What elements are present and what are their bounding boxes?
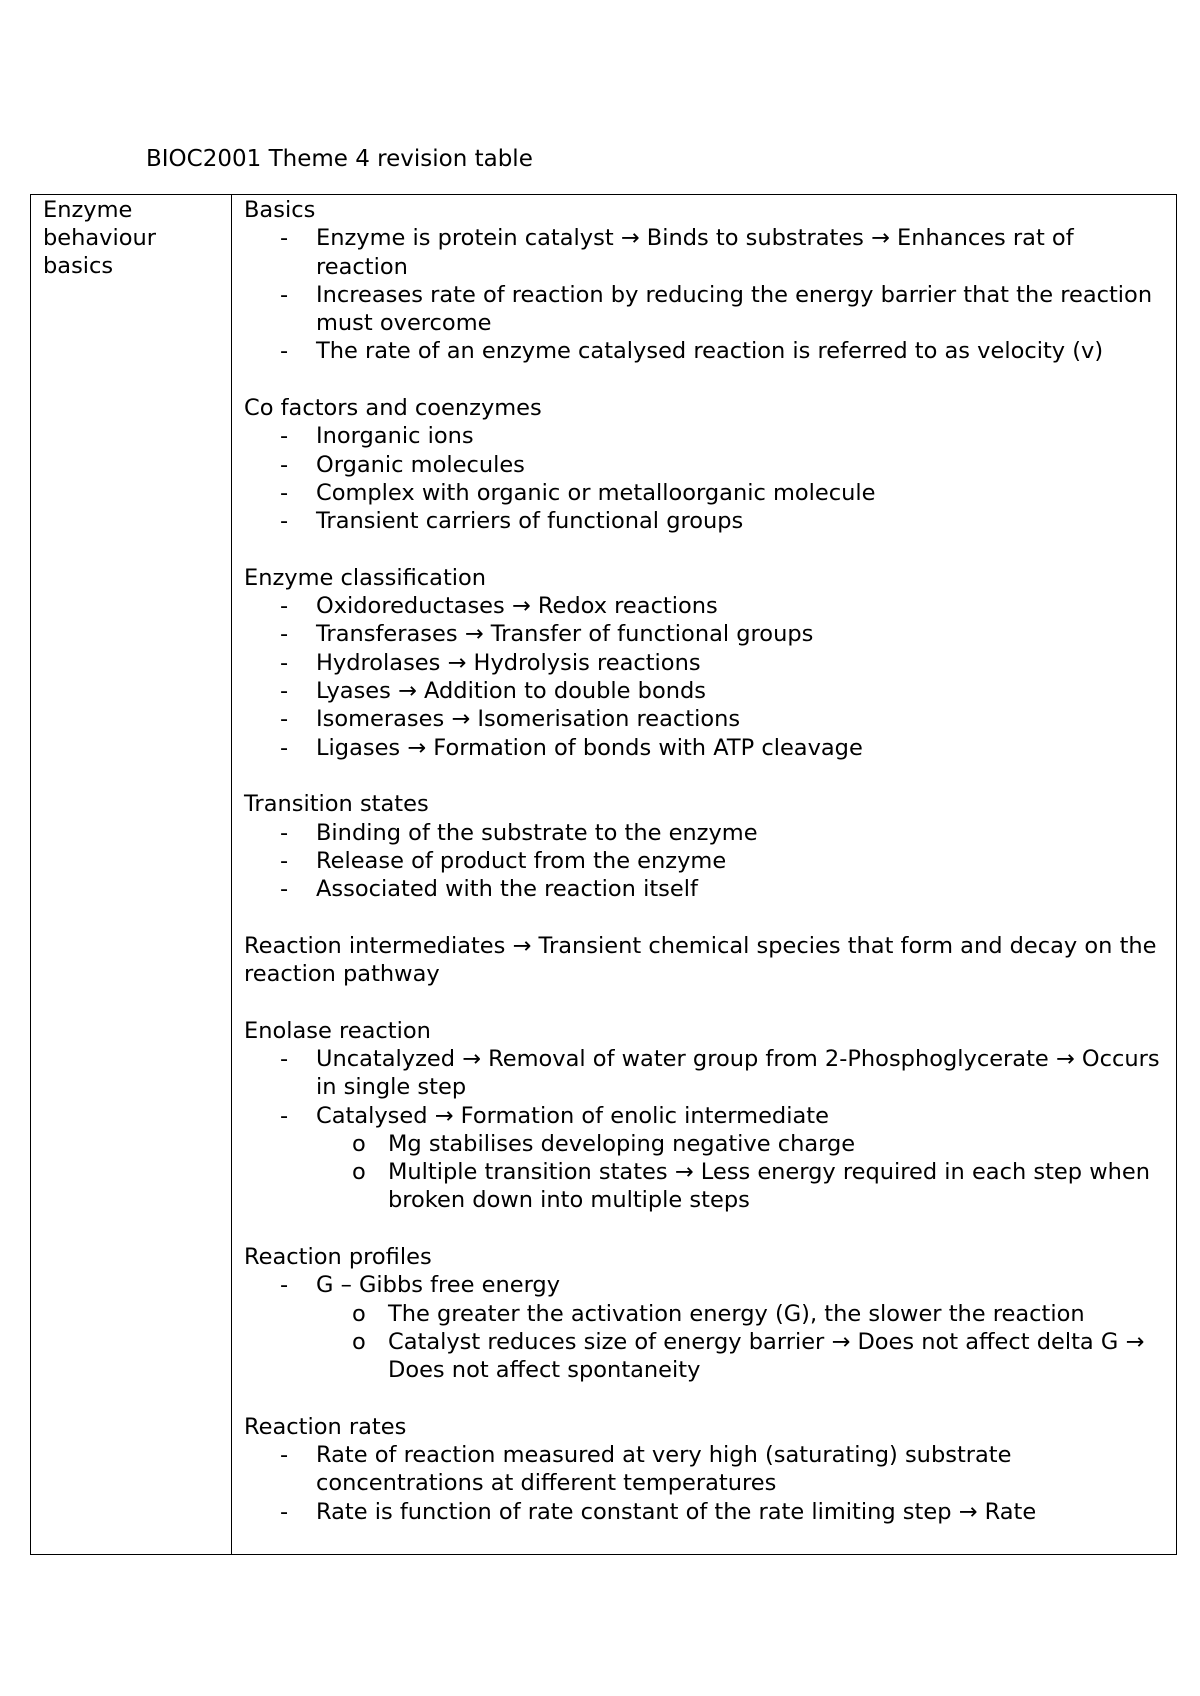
- list-item-text: Inorganic ions: [316, 423, 474, 450]
- section-heading: Basics: [244, 197, 316, 223]
- sub-list-item: o The greater the activation energy (G), the slower the reaction: [316, 1300, 1164, 1328]
- document-title: BIOC2001 Theme 4 revision table: [146, 146, 533, 172]
- list-item-text: Organic molecules: [316, 451, 525, 478]
- section-heading: Reaction rates: [244, 1413, 407, 1440]
- bullet-list: [244, 1045, 1164, 1215]
- list-item-text: Associated with the reaction itself: [316, 876, 698, 903]
- bullet-list: [244, 224, 1164, 365]
- section-heading: Transition states: [244, 791, 429, 818]
- list-item-text: Binding of the substrate to the enzyme: [316, 819, 758, 846]
- notes-section: [244, 1243, 1164, 1384]
- bullet-list: [244, 819, 1164, 904]
- list-item-text: Transient carriers of functional groups: [316, 508, 744, 535]
- notes-section: [244, 196, 1164, 366]
- list-item: [244, 620, 1164, 648]
- list-item: [244, 819, 1164, 847]
- sub-bullet-list: [316, 1130, 1164, 1215]
- list-item: [244, 337, 1164, 365]
- list-item-text: Enzyme is protein catalyst → Binds to substrates → Enhances rat of reaction: [316, 225, 1074, 280]
- section-heading: Reaction profiles: [244, 1243, 432, 1270]
- section-heading: Co factors and coenzymes: [244, 395, 542, 422]
- sub-list-item: o Multiple transition states → Less energy required in each step when broken down into multiple steps: [316, 1158, 1164, 1215]
- list-item-text: G – Gibbs free energy: [316, 1272, 561, 1299]
- list-item: [244, 451, 1164, 479]
- list-item-text: Increases rate of reaction by reducing the energy barrier that the reaction must overcome: [316, 281, 1153, 337]
- bullet-list: [244, 592, 1164, 762]
- list-item: [244, 224, 1164, 281]
- list-item: [244, 1102, 1164, 1215]
- table-row: [31, 195, 1177, 1555]
- list-item: [244, 875, 1164, 903]
- list-item: [244, 281, 1164, 338]
- list-item-text: Isomerases → Isomerisation reactions: [316, 706, 741, 733]
- list-item: [244, 479, 1164, 507]
- list-item-text: Oxidoreductases → Redox reactions: [316, 593, 718, 620]
- notes-section: [244, 790, 1164, 903]
- list-item: [244, 1498, 1164, 1526]
- bullet-list: [244, 1271, 1164, 1384]
- list-item-text: Hydrolases → Hydrolysis reactions: [316, 649, 701, 676]
- list-item: [244, 422, 1164, 450]
- list-item: [244, 649, 1164, 677]
- topic-cell: [31, 195, 232, 1555]
- sub-list-item: o Catalyst reduces size of energy barrier → Does not affect delta G → Does not affect spontaneity: [316, 1328, 1164, 1385]
- list-item-text: Uncatalyzed → Removal of water group from 2-Phosphoglycerate → Occurs in single step: [316, 1045, 1160, 1101]
- sub-bullet-list: [316, 1300, 1164, 1385]
- notes-section: [244, 394, 1164, 535]
- list-item: [244, 1271, 1164, 1384]
- list-item: [244, 705, 1164, 733]
- list-item: [244, 847, 1164, 875]
- list-item-text: Lyases → Addition to double bonds: [316, 678, 706, 705]
- revision-table: [30, 194, 1177, 1555]
- list-item-text: Transferases → Transfer of functional groups: [316, 621, 814, 648]
- list-item-text: Release of product from the enzyme: [316, 847, 727, 874]
- list-item-text: Ligases → Formation of bonds with ATP cleavage: [316, 734, 863, 761]
- notes-section: [244, 1413, 1164, 1526]
- section-heading: Enzyme classification: [244, 564, 487, 591]
- list-item: [244, 1441, 1164, 1498]
- list-item-text: Catalysed → Formation of enolic intermediate: [316, 1102, 829, 1129]
- topic-label: Enzyme behaviour basics: [43, 197, 157, 279]
- content-cell: [232, 195, 1177, 1555]
- list-item: [244, 592, 1164, 620]
- notes-section: [244, 932, 1164, 989]
- list-item-text: The rate of an enzyme catalysed reaction is referred to as velocity (v): [316, 338, 1104, 365]
- sub-list-item: o Mg stabilises developing negative charge: [316, 1130, 1164, 1158]
- notes-content: [232, 195, 1176, 1526]
- list-item-text: Rate is function of rate constant of the rate limiting step → Rate: [316, 1498, 1037, 1525]
- section-text: Reaction intermediates → Transient chemical species that form and decay on the reaction pathway: [244, 932, 1157, 988]
- bullet-list: [244, 1441, 1164, 1526]
- list-item: [244, 677, 1164, 705]
- bullet-list: [244, 422, 1164, 535]
- list-item: [244, 507, 1164, 535]
- list-item: [244, 1045, 1164, 1102]
- list-item-text: Complex with organic or metalloorganic molecule: [316, 479, 876, 506]
- list-item: [244, 734, 1164, 762]
- list-item-text: Rate of reaction measured at very high (saturating) substrate concentrations at different temperatures: [316, 1442, 1012, 1497]
- notes-section: [244, 564, 1164, 762]
- notes-section: [244, 1017, 1164, 1215]
- section-heading: Enolase reaction: [244, 1017, 431, 1044]
